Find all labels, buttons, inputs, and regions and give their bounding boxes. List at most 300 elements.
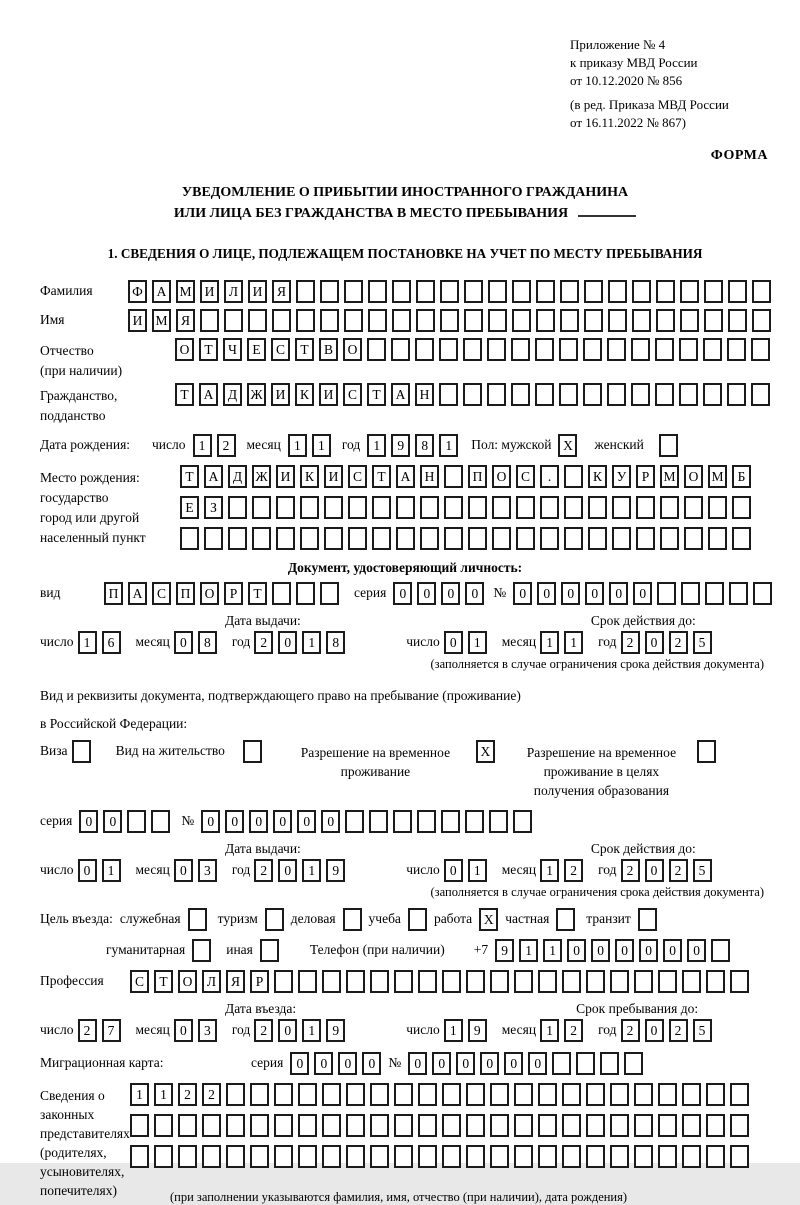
- char-box[interactable]: А: [391, 383, 410, 406]
- char-box[interactable]: К: [588, 465, 607, 488]
- char-box[interactable]: [564, 496, 583, 519]
- char-box[interactable]: [586, 1083, 605, 1106]
- char-box[interactable]: [394, 1114, 413, 1137]
- char-box[interactable]: [346, 1145, 365, 1168]
- char-box[interactable]: [444, 496, 463, 519]
- char-box[interactable]: Б: [732, 465, 751, 488]
- char-box[interactable]: С: [152, 582, 171, 605]
- char-box[interactable]: [322, 1083, 341, 1106]
- char-box[interactable]: [516, 527, 535, 550]
- char-box[interactable]: [659, 434, 678, 457]
- char-box[interactable]: [732, 496, 751, 519]
- char-box[interactable]: У: [612, 465, 631, 488]
- char-box[interactable]: А: [199, 383, 218, 406]
- char-box[interactable]: 1: [154, 1083, 173, 1106]
- char-box[interactable]: [178, 1114, 197, 1137]
- char-box[interactable]: [490, 1145, 509, 1168]
- char-box[interactable]: 0: [444, 859, 463, 882]
- char-box[interactable]: [488, 280, 507, 303]
- char-box[interactable]: [660, 496, 679, 519]
- char-box[interactable]: С: [516, 465, 535, 488]
- char-box[interactable]: [682, 970, 701, 993]
- char-box[interactable]: [490, 970, 509, 993]
- char-box[interactable]: З: [204, 496, 223, 519]
- char-box[interactable]: [610, 970, 629, 993]
- char-box[interactable]: [512, 309, 531, 332]
- char-box[interactable]: [584, 280, 603, 303]
- char-box[interactable]: [320, 309, 339, 332]
- char-box[interactable]: [586, 1114, 605, 1137]
- char-box[interactable]: [679, 338, 698, 361]
- char-box[interactable]: С: [343, 383, 362, 406]
- char-box[interactable]: Я: [226, 970, 245, 993]
- char-box[interactable]: [730, 1145, 749, 1168]
- char-box[interactable]: [612, 527, 631, 550]
- char-box[interactable]: 0: [278, 631, 297, 654]
- char-box[interactable]: М: [176, 280, 195, 303]
- char-box[interactable]: [463, 338, 482, 361]
- char-box[interactable]: [634, 970, 653, 993]
- char-box[interactable]: X: [476, 740, 495, 763]
- char-box[interactable]: [250, 1114, 269, 1137]
- char-box[interactable]: [296, 280, 315, 303]
- char-box[interactable]: [513, 810, 532, 833]
- char-box[interactable]: [348, 496, 367, 519]
- char-box[interactable]: [444, 527, 463, 550]
- char-box[interactable]: Я: [272, 280, 291, 303]
- char-box[interactable]: 0: [273, 810, 292, 833]
- char-box[interactable]: Я: [176, 309, 195, 332]
- char-box[interactable]: 1: [519, 939, 538, 962]
- char-box[interactable]: 1: [540, 631, 559, 654]
- char-box[interactable]: 0: [174, 1019, 193, 1042]
- char-box[interactable]: 0: [417, 582, 436, 605]
- char-box[interactable]: [560, 309, 579, 332]
- char-box[interactable]: М: [660, 465, 679, 488]
- char-box[interactable]: [418, 1114, 437, 1137]
- char-box[interactable]: [514, 1114, 533, 1137]
- char-box[interactable]: 9: [326, 1019, 345, 1042]
- char-box[interactable]: 2: [254, 859, 273, 882]
- char-box[interactable]: Т: [180, 465, 199, 488]
- char-box[interactable]: 1: [78, 631, 97, 654]
- char-box[interactable]: [200, 309, 219, 332]
- char-box[interactable]: [204, 527, 223, 550]
- char-box[interactable]: [703, 338, 722, 361]
- char-box[interactable]: И: [276, 465, 295, 488]
- char-box[interactable]: [708, 527, 727, 550]
- char-box[interactable]: [248, 309, 267, 332]
- char-box[interactable]: 2: [621, 631, 640, 654]
- char-box[interactable]: [367, 338, 386, 361]
- char-box[interactable]: [250, 1145, 269, 1168]
- char-box[interactable]: [417, 810, 436, 833]
- char-box[interactable]: [274, 1083, 293, 1106]
- char-box[interactable]: 0: [321, 810, 340, 833]
- char-box[interactable]: 0: [456, 1052, 475, 1075]
- char-box[interactable]: [394, 970, 413, 993]
- char-box[interactable]: 0: [528, 1052, 547, 1075]
- char-box[interactable]: [608, 280, 627, 303]
- char-box[interactable]: [607, 383, 626, 406]
- char-box[interactable]: [753, 582, 772, 605]
- char-box[interactable]: О: [175, 338, 194, 361]
- char-box[interactable]: А: [396, 465, 415, 488]
- char-box[interactable]: [562, 1083, 581, 1106]
- char-box[interactable]: [368, 309, 387, 332]
- char-box[interactable]: [487, 383, 506, 406]
- char-box[interactable]: И: [128, 309, 147, 332]
- char-box[interactable]: Д: [228, 465, 247, 488]
- char-box[interactable]: [440, 309, 459, 332]
- char-box[interactable]: [272, 582, 291, 605]
- char-box[interactable]: [624, 1052, 643, 1075]
- char-box[interactable]: [439, 338, 458, 361]
- char-box[interactable]: [442, 1083, 461, 1106]
- char-box[interactable]: 0: [314, 1052, 333, 1075]
- char-box[interactable]: [704, 280, 723, 303]
- char-box[interactable]: [612, 496, 631, 519]
- char-box[interactable]: В: [319, 338, 338, 361]
- char-box[interactable]: [320, 280, 339, 303]
- char-box[interactable]: А: [204, 465, 223, 488]
- char-box[interactable]: 2: [621, 859, 640, 882]
- char-box[interactable]: 8: [326, 631, 345, 654]
- char-box[interactable]: [514, 1083, 533, 1106]
- char-box[interactable]: [489, 810, 508, 833]
- char-box[interactable]: [298, 1145, 317, 1168]
- char-box[interactable]: 0: [663, 939, 682, 962]
- char-box[interactable]: 0: [78, 859, 97, 882]
- char-box[interactable]: [727, 338, 746, 361]
- char-box[interactable]: [202, 1145, 221, 1168]
- char-box[interactable]: [680, 309, 699, 332]
- char-box[interactable]: 0: [338, 1052, 357, 1075]
- char-box[interactable]: [658, 970, 677, 993]
- char-box[interactable]: [514, 970, 533, 993]
- char-box[interactable]: 2: [669, 631, 688, 654]
- char-box[interactable]: 0: [79, 810, 98, 833]
- char-box[interactable]: 0: [103, 810, 122, 833]
- char-box[interactable]: [512, 280, 531, 303]
- char-box[interactable]: Е: [180, 496, 199, 519]
- char-box[interactable]: [487, 338, 506, 361]
- char-box[interactable]: 7: [102, 1019, 121, 1042]
- char-box[interactable]: [466, 1145, 485, 1168]
- char-box[interactable]: 0: [297, 810, 316, 833]
- char-box[interactable]: 1: [444, 1019, 463, 1042]
- char-box[interactable]: И: [319, 383, 338, 406]
- char-box[interactable]: Ч: [223, 338, 242, 361]
- char-box[interactable]: 8: [415, 434, 434, 457]
- char-box[interactable]: [372, 496, 391, 519]
- char-box[interactable]: 1: [312, 434, 331, 457]
- char-box[interactable]: [638, 908, 657, 931]
- char-box[interactable]: [130, 1145, 149, 1168]
- char-box[interactable]: [516, 496, 535, 519]
- char-box[interactable]: [151, 810, 170, 833]
- char-box[interactable]: [656, 280, 675, 303]
- char-box[interactable]: Л: [202, 970, 221, 993]
- char-box[interactable]: 8: [198, 631, 217, 654]
- char-box[interactable]: 2: [254, 1019, 273, 1042]
- char-box[interactable]: [298, 970, 317, 993]
- char-box[interactable]: [657, 582, 676, 605]
- char-box[interactable]: [322, 970, 341, 993]
- char-box[interactable]: [586, 970, 605, 993]
- char-box[interactable]: [488, 309, 507, 332]
- char-box[interactable]: 0: [591, 939, 610, 962]
- char-box[interactable]: [324, 496, 343, 519]
- char-box[interactable]: [514, 1145, 533, 1168]
- char-box[interactable]: [706, 970, 725, 993]
- char-box[interactable]: [730, 1114, 749, 1137]
- char-box[interactable]: 2: [669, 1019, 688, 1042]
- char-box[interactable]: [298, 1083, 317, 1106]
- char-box[interactable]: [600, 1052, 619, 1075]
- char-box[interactable]: 1: [543, 939, 562, 962]
- char-box[interactable]: О: [343, 338, 362, 361]
- char-box[interactable]: [252, 527, 271, 550]
- char-box[interactable]: [346, 1083, 365, 1106]
- char-box[interactable]: Ф: [128, 280, 147, 303]
- char-box[interactable]: [511, 338, 530, 361]
- char-box[interactable]: [684, 527, 703, 550]
- char-box[interactable]: С: [348, 465, 367, 488]
- char-box[interactable]: 1: [564, 631, 583, 654]
- char-box[interactable]: [320, 582, 339, 605]
- char-box[interactable]: [705, 582, 724, 605]
- char-box[interactable]: [300, 527, 319, 550]
- char-box[interactable]: [418, 1145, 437, 1168]
- char-box[interactable]: [370, 1114, 389, 1137]
- char-box[interactable]: [272, 309, 291, 332]
- char-box[interactable]: [727, 383, 746, 406]
- char-box[interactable]: [728, 309, 747, 332]
- char-box[interactable]: 0: [249, 810, 268, 833]
- char-box[interactable]: [556, 908, 575, 931]
- char-box[interactable]: 0: [432, 1052, 451, 1075]
- char-box[interactable]: 1: [468, 859, 487, 882]
- char-box[interactable]: [564, 465, 583, 488]
- char-box[interactable]: 1: [193, 434, 212, 457]
- char-box[interactable]: [466, 1083, 485, 1106]
- char-box[interactable]: [559, 383, 578, 406]
- char-box[interactable]: [202, 1114, 221, 1137]
- char-box[interactable]: 0: [567, 939, 586, 962]
- char-box[interactable]: 0: [201, 810, 220, 833]
- char-box[interactable]: [752, 309, 771, 332]
- char-box[interactable]: 2: [621, 1019, 640, 1042]
- char-box[interactable]: [345, 810, 364, 833]
- char-box[interactable]: [583, 338, 602, 361]
- char-box[interactable]: [226, 1114, 245, 1137]
- char-box[interactable]: [370, 970, 389, 993]
- char-box[interactable]: [468, 496, 487, 519]
- char-box[interactable]: Р: [636, 465, 655, 488]
- char-box[interactable]: [276, 496, 295, 519]
- char-box[interactable]: [540, 527, 559, 550]
- char-box[interactable]: Т: [154, 970, 173, 993]
- char-box[interactable]: [444, 465, 463, 488]
- char-box[interactable]: [468, 527, 487, 550]
- char-box[interactable]: [344, 309, 363, 332]
- char-box[interactable]: [631, 383, 650, 406]
- char-box[interactable]: [588, 496, 607, 519]
- char-box[interactable]: [188, 908, 207, 931]
- char-box[interactable]: [154, 1145, 173, 1168]
- char-box[interactable]: [751, 383, 770, 406]
- char-box[interactable]: 0: [639, 939, 658, 962]
- char-box[interactable]: [370, 1145, 389, 1168]
- char-box[interactable]: 0: [561, 582, 580, 605]
- char-box[interactable]: [490, 1114, 509, 1137]
- char-box[interactable]: [416, 280, 435, 303]
- char-box[interactable]: [564, 527, 583, 550]
- char-box[interactable]: [634, 1114, 653, 1137]
- char-box[interactable]: [420, 496, 439, 519]
- char-box[interactable]: 1: [302, 1019, 321, 1042]
- char-box[interactable]: 0: [609, 582, 628, 605]
- char-box[interactable]: [228, 527, 247, 550]
- char-box[interactable]: [655, 338, 674, 361]
- char-box[interactable]: [127, 810, 146, 833]
- char-box[interactable]: 2: [564, 859, 583, 882]
- char-box[interactable]: 2: [669, 859, 688, 882]
- char-box[interactable]: [634, 1083, 653, 1106]
- char-box[interactable]: И: [200, 280, 219, 303]
- char-box[interactable]: [658, 1083, 677, 1106]
- char-box[interactable]: [300, 496, 319, 519]
- char-box[interactable]: [697, 740, 716, 763]
- char-box[interactable]: [324, 527, 343, 550]
- char-box[interactable]: 0: [504, 1052, 523, 1075]
- char-box[interactable]: 0: [480, 1052, 499, 1075]
- char-box[interactable]: [681, 582, 700, 605]
- char-box[interactable]: [370, 1083, 389, 1106]
- char-box[interactable]: [252, 496, 271, 519]
- char-box[interactable]: [636, 496, 655, 519]
- char-box[interactable]: [441, 810, 460, 833]
- char-box[interactable]: Ж: [247, 383, 266, 406]
- char-box[interactable]: 0: [645, 631, 664, 654]
- char-box[interactable]: О: [200, 582, 219, 605]
- char-box[interactable]: К: [300, 465, 319, 488]
- char-box[interactable]: 1: [540, 859, 559, 882]
- char-box[interactable]: [368, 280, 387, 303]
- char-box[interactable]: [680, 280, 699, 303]
- char-box[interactable]: [538, 1145, 557, 1168]
- char-box[interactable]: С: [130, 970, 149, 993]
- char-box[interactable]: 2: [178, 1083, 197, 1106]
- char-box[interactable]: [464, 280, 483, 303]
- char-box[interactable]: [730, 970, 749, 993]
- char-box[interactable]: 0: [278, 859, 297, 882]
- char-box[interactable]: [490, 1083, 509, 1106]
- char-box[interactable]: [682, 1145, 701, 1168]
- char-box[interactable]: [465, 810, 484, 833]
- char-box[interactable]: [442, 1145, 461, 1168]
- char-box[interactable]: [180, 527, 199, 550]
- char-box[interactable]: [243, 740, 262, 763]
- char-box[interactable]: Е: [247, 338, 266, 361]
- char-box[interactable]: 0: [174, 631, 193, 654]
- char-box[interactable]: [562, 1114, 581, 1137]
- char-box[interactable]: П: [104, 582, 123, 605]
- char-box[interactable]: 2: [254, 631, 273, 654]
- char-box[interactable]: [416, 309, 435, 332]
- char-box[interactable]: [634, 1145, 653, 1168]
- char-box[interactable]: А: [128, 582, 147, 605]
- char-box[interactable]: [274, 1114, 293, 1137]
- char-box[interactable]: [394, 1083, 413, 1106]
- char-box[interactable]: Н: [420, 465, 439, 488]
- char-box[interactable]: [751, 338, 770, 361]
- char-box[interactable]: [298, 1114, 317, 1137]
- char-box[interactable]: 0: [441, 582, 460, 605]
- char-box[interactable]: [276, 527, 295, 550]
- char-box[interactable]: [538, 970, 557, 993]
- char-box[interactable]: [322, 1145, 341, 1168]
- char-box[interactable]: 1: [367, 434, 386, 457]
- char-box[interactable]: [343, 908, 362, 931]
- char-box[interactable]: И: [324, 465, 343, 488]
- char-box[interactable]: [552, 1052, 571, 1075]
- char-box[interactable]: [583, 383, 602, 406]
- char-box[interactable]: 0: [290, 1052, 309, 1075]
- char-box[interactable]: 0: [465, 582, 484, 605]
- char-box[interactable]: [752, 280, 771, 303]
- char-box[interactable]: [369, 810, 388, 833]
- char-box[interactable]: 0: [687, 939, 706, 962]
- char-box[interactable]: Л: [224, 280, 243, 303]
- char-box[interactable]: 2: [217, 434, 236, 457]
- char-box[interactable]: [562, 970, 581, 993]
- char-box[interactable]: [346, 970, 365, 993]
- char-box[interactable]: М: [708, 465, 727, 488]
- char-box[interactable]: [706, 1145, 725, 1168]
- char-box[interactable]: X: [479, 908, 498, 931]
- char-box[interactable]: 2: [564, 1019, 583, 1042]
- char-box[interactable]: Т: [372, 465, 391, 488]
- char-box[interactable]: [729, 582, 748, 605]
- char-box[interactable]: [226, 1145, 245, 1168]
- char-box[interactable]: М: [152, 309, 171, 332]
- char-box[interactable]: 0: [585, 582, 604, 605]
- char-box[interactable]: [394, 1145, 413, 1168]
- char-box[interactable]: 5: [693, 1019, 712, 1042]
- char-box[interactable]: О: [684, 465, 703, 488]
- char-box[interactable]: [728, 280, 747, 303]
- char-box[interactable]: [586, 1145, 605, 1168]
- char-box[interactable]: [265, 908, 284, 931]
- char-box[interactable]: [540, 496, 559, 519]
- char-box[interactable]: [439, 383, 458, 406]
- char-box[interactable]: 5: [693, 631, 712, 654]
- char-box[interactable]: [442, 1114, 461, 1137]
- char-box[interactable]: [72, 740, 91, 763]
- char-box[interactable]: [607, 338, 626, 361]
- char-box[interactable]: 2: [202, 1083, 221, 1106]
- char-box[interactable]: О: [178, 970, 197, 993]
- char-box[interactable]: [250, 1083, 269, 1106]
- char-box[interactable]: [576, 1052, 595, 1075]
- char-box[interactable]: [538, 1083, 557, 1106]
- char-box[interactable]: 1: [540, 1019, 559, 1042]
- char-box[interactable]: [392, 280, 411, 303]
- char-box[interactable]: О: [492, 465, 511, 488]
- char-box[interactable]: [660, 527, 679, 550]
